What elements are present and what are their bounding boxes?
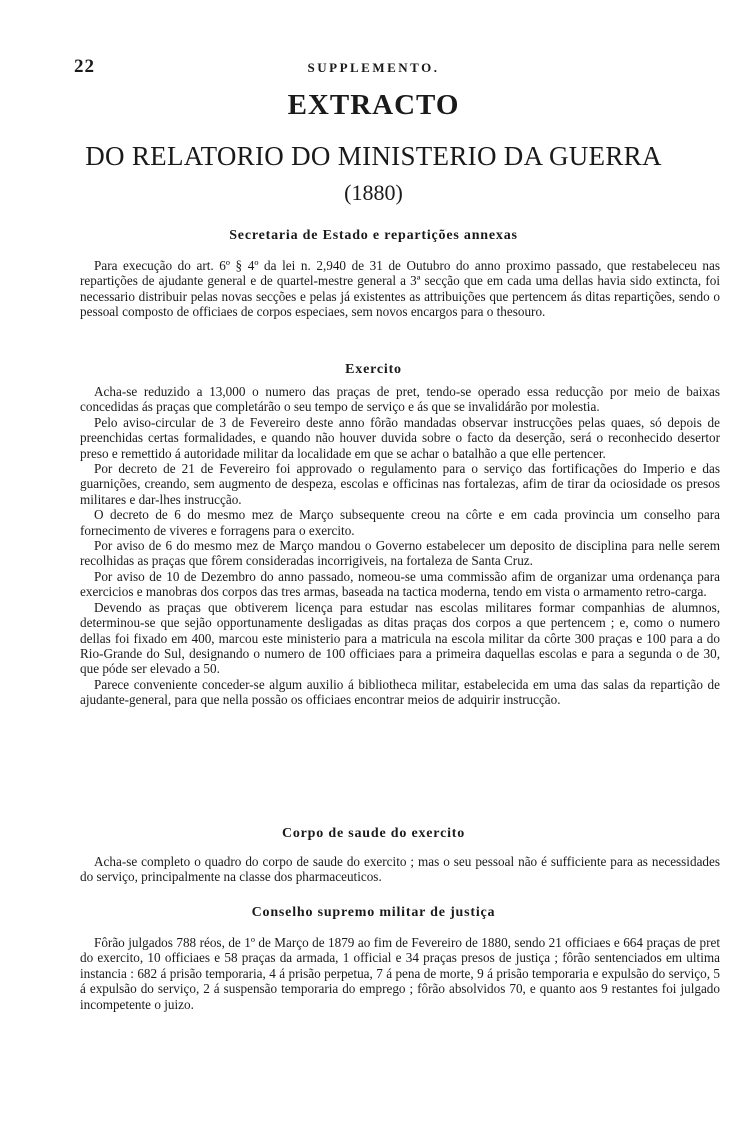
section-heading-secretaria: Secretaria de Estado e repartições annexas [229,228,518,243]
running-title: SUPPLEMENTO. [307,60,440,75]
paragraph: Parece conveniente conceder-se algum auxilio á bibliotheca militar, estabelecida em uma das salas da repartição de ajudante-general, para que nella possão os officiaes encontrar meios de adquirir instrucção. [80,676,720,708]
section-heading-exercito: Exercito [345,362,402,377]
paragraph: Acha-se reduzido a 13,000 o numero das praças de pret, tendo-se operado essa reducção por meio de baixas concedidas ás praças que completárão o seu tempo de serviço e ás que se invalidárão por molestia. [80,384,720,415]
paragraph: Acha-se completo o quadro do corpo de saude do exercito ; mas o seu pessoal não é sufficiente para as necessidades do serviço, principalmente na classe dos pharmaceuticos. [80,854,720,885]
paragraph: Para execução do art. 6º § 4º da lei n. 2,940 de 31 de Outubro do anno proximo passado, que restabeleceu nas repartições de ajudante general e de quartel-mestre general a 3ª secção que em cada uma dellas havia sido extincta, foi necessario distribuir pelas novas secções e pelas já existentes as attribuições que pertencem ás ditas repartições, sendo o pessoal composto de officiaes de corpos especiaes, sem novos encargos para o thesouro. [80,258,720,320]
page-number: 22 [74,56,95,77]
section-heading-conselho-supremo: Conselho supremo militar de justiça [251,905,496,920]
document-title: EXTRACTO [287,89,460,121]
document-year: (1880) [344,180,403,205]
section-body-exercito [80,384,720,708]
paragraph: Por aviso de 10 de Dezembro do anno passado, nomeou-se uma commissão afim de organizar uma ordenança para exercicios e manobras dos corpos das tres armas, baseada na tactica moderna, tendo em vista o armamento retro-carga. [80,568,720,600]
section-heading-corpo-de-saude: Corpo de saude do exercito [281,826,466,841]
section-body-conselho-supremo [80,935,720,1012]
paragraph: Por aviso de 6 do mesmo mez de Março mandou o Governo estabelecer um deposito de disciplina para nelle serem recolhidas as praças que fôrem consideradas incorrigiveis, na fortaleza de Santa Cruz. [80,538,720,569]
paragraph: Pelo aviso-circular de 3 de Fevereiro deste anno fôrão mandadas observar instrucções pelas quaes, só depois de preenchidas certas formalidades, e quando não houver duvida sobre o facto da deserção, será o reconhecido desertor preso e remettido á autoridade militar da localidade em que se achar o batalhão a que elle pertencer. [80,414,720,461]
document-subtitle: DO RELATORIO DO MINISTERIO DA GUERRA [85,141,662,171]
section-body-corpo-de-saude [80,854,720,885]
paragraph: Devendo as praças que obtiverem licença para estudar nas escolas militares formar companhias de alumnos, determinou-se que sejão opportunamente desligadas as ditas praças dos corpos a que pertencem ; e, como o numero dellas foi fixado em 400, marcou este ministerio para a matricula na escola militar da côrte 300 praças e 100 para a do Rio-Grande do Sul, designando o numero de 100 officiaes para a primeira daquellas escolas e para a segunda o de 30, que póde ser elevado a 50. [80,599,720,677]
section-body-secretaria [80,258,720,320]
paragraph: Por decreto de 21 de Fevereiro foi approvado o regulamento para o serviço das fortificações do Imperio e das guarnições, creando, sem augmento de despeza, escolas e officinas nas fortalezas, afim de tirar da ociosidade os presos militares e dar-lhes instrucção. [80,461,720,507]
paragraph: O decreto de 6 do mesmo mez de Março subsequente creou na côrte e em cada provincia um conselho para fornecimento de viveres e forragens para o exercito. [80,507,720,538]
paragraph: Fôrão julgados 788 réos, de 1º de Março de 1879 ao fim de Fevereiro de 1880, sendo 21 officiaes e 664 praças de pret do exercito, 10 officiaes e 58 praças da armada, 1 official e 34 praças presos de justiça ; fôrão sentenciados em ultima instancia : 682 á prisão temporaria, 4 á prisão perpetua, 7 á pena de morte, 9 á prisão temporaria e expulsão do serviço, 5 á expulsão do serviço, 2 á suspensão temporaria do emprego ; fôrão absolvidos 70, e quanto aos 9 restantes foi julgado incompetente o juizo. [80,935,720,1012]
